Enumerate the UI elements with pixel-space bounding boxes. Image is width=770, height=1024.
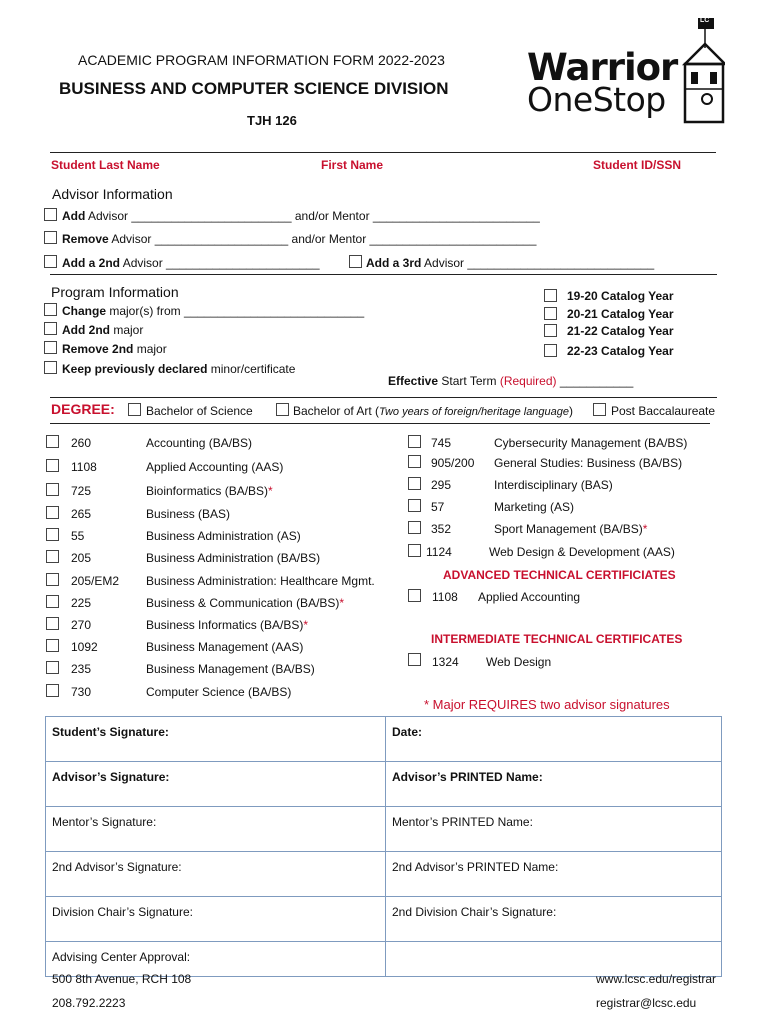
sig-row: [46, 807, 722, 852]
program-code: 55: [71, 529, 85, 543]
program-name-text: Computer Science (BA/BS): [146, 685, 292, 699]
2nd-advisor-signature-field[interactable]: 2nd Advisor’s Signature:: [46, 852, 386, 897]
student-signature-field[interactable]: Student’s Signature:: [46, 717, 386, 762]
right-program-checkbox[interactable]: [408, 455, 421, 468]
program-name: [494, 436, 687, 450]
add-2nd-advisor-option: Add a 2nd Advisor _______________________: [62, 256, 320, 270]
remove-advisor-option: Remove Advisor ____________________ and/or Mentor _________________________: [62, 232, 537, 246]
bachelor-science-label: Bachelor of Science: [146, 404, 253, 418]
left-program-checkbox[interactable]: [46, 459, 59, 472]
left-program-checkbox[interactable]: [46, 617, 59, 630]
program-code: 225: [71, 596, 92, 610]
catalog-20-21-label: 20-21 Catalog Year: [567, 307, 674, 321]
right-program-checkbox[interactable]: [408, 521, 421, 534]
advisor-signature-field[interactable]: Advisor’s Signature:: [46, 762, 386, 807]
right-program-checkbox[interactable]: [408, 544, 421, 557]
program-code: 270: [71, 618, 92, 632]
add-3rd-advisor-checkbox[interactable]: [349, 255, 362, 268]
left-program-checkbox[interactable]: [46, 639, 59, 652]
catalog-21-22-checkbox[interactable]: [544, 324, 557, 337]
left-program-checkbox[interactable]: [46, 684, 59, 697]
add-advisor-checkbox[interactable]: [44, 208, 57, 221]
bachelor-art-checkbox[interactable]: [276, 403, 289, 416]
2nd-division-chair-signature-field[interactable]: 2nd Division Chair’s Signature:: [386, 897, 722, 942]
footer-phone: 208.792.2223: [52, 996, 126, 1010]
program-name-text: General Studies: Business (BA/BS): [494, 456, 683, 470]
program-code: 1108: [71, 460, 97, 474]
footer-email[interactable]: registrar@lcsc.edu: [596, 996, 697, 1010]
student-last-name-label: Student Last Name: [51, 158, 160, 172]
right-program-checkbox[interactable]: [408, 435, 421, 448]
program-name: [146, 618, 308, 632]
bachelor-science-checkbox[interactable]: [128, 403, 141, 416]
program-name-text: Business Management (AAS): [146, 640, 304, 654]
footer-address: 500 8th Avenue, RCH 108: [52, 972, 192, 986]
program-name-text: Web Design & Development (AAS): [489, 545, 675, 559]
advisor-printed-name-field[interactable]: Advisor’s PRINTED Name:: [386, 762, 722, 807]
program-name-text: Business (BAS): [146, 507, 231, 521]
add-2nd-major-checkbox[interactable]: [44, 322, 57, 335]
left-program-checkbox[interactable]: [46, 661, 59, 674]
program-name-text: Cybersecurity Management (BA/BS): [494, 436, 688, 450]
program-code: 205: [71, 551, 92, 565]
program-code: 352: [431, 522, 452, 536]
program-name: [146, 685, 291, 699]
division-title: BUSINESS AND COMPUTER SCIENCE DIVISION: [59, 79, 449, 98]
program-name-text: Business Administration (BA/BS): [146, 551, 321, 565]
division-chair-signature-field[interactable]: Division Chair’s Signature:: [46, 897, 386, 942]
program-name: [146, 436, 252, 450]
section-divider: [50, 274, 717, 275]
program-name-text: Business Informatics (BA/BS): [146, 618, 304, 632]
left-program-checkbox[interactable]: [46, 573, 59, 586]
program-name-text: Business Management (BA/BS): [146, 662, 315, 676]
program-name-text: Business Administration (AS): [146, 529, 301, 543]
program-name-text: Sport Management (BA/BS): [494, 522, 643, 536]
program-code: 745: [431, 436, 452, 450]
advanced-cert-1108-checkbox[interactable]: [408, 589, 421, 602]
program-name: [494, 478, 613, 492]
catalog-19-20-label: 19-20 Catalog Year: [567, 289, 674, 303]
program-name: [494, 500, 574, 514]
program-name: [146, 484, 273, 498]
program-code: 295: [431, 478, 452, 492]
add-3rd-advisor-option: Add a 3rd Advisor ____________________________: [366, 256, 655, 270]
logo-line1: Warrior: [527, 46, 678, 89]
logo-line2: OneStop: [527, 80, 666, 119]
tower-icon: [655, 14, 725, 124]
left-program-checkbox[interactable]: [46, 595, 59, 608]
date-field[interactable]: Date:: [386, 717, 722, 762]
program-code: 260: [71, 436, 92, 450]
left-program-checkbox[interactable]: [46, 435, 59, 448]
bachelor-art-label: Bachelor of Art (Two years of foreign/heritage language): [293, 404, 574, 418]
footer-website[interactable]: www.lcsc.edu/registrar: [596, 972, 717, 986]
program-name: [146, 640, 303, 654]
left-program-checkbox[interactable]: [46, 483, 59, 496]
catalog-19-20-checkbox[interactable]: [544, 289, 557, 302]
add-advisor-option: Add Advisor ________________________ and/or Mentor _________________________: [62, 209, 540, 223]
mentor-signature-field[interactable]: Mentor’s Signature:: [46, 807, 386, 852]
required-star: *: [339, 596, 345, 610]
change-major-option: Change major(s) from ___________________________: [62, 304, 365, 318]
2nd-advisor-printed-name-field[interactable]: 2nd Advisor’s PRINTED Name:: [386, 852, 722, 897]
required-star: *: [303, 618, 309, 632]
signature-table: [45, 716, 722, 977]
program-code: 205/EM2: [71, 574, 120, 588]
remove-advisor-checkbox[interactable]: [44, 231, 57, 244]
program-name: [146, 662, 315, 676]
intermediate-cert-1324-checkbox[interactable]: [408, 653, 421, 666]
program-code: 265: [71, 507, 92, 521]
program-heading: Program Information: [51, 284, 179, 300]
degree-label: DEGREE:: [51, 401, 115, 417]
intermediate-cert-code: 1324: [432, 655, 459, 669]
major-note: * Major REQUIRES two advisor signatures: [424, 697, 670, 712]
left-program-checkbox[interactable]: [46, 528, 59, 541]
section-divider-2: [50, 397, 717, 398]
sig-row: [46, 852, 722, 897]
flag-text: LC: [700, 17, 710, 24]
sig-row: [46, 762, 722, 807]
program-name: [489, 545, 675, 559]
program-code: 57: [431, 500, 445, 514]
effective-term: Effective Start Term (Required) ___________: [388, 374, 634, 388]
post-bacc-checkbox[interactable]: [593, 403, 606, 416]
program-name: [146, 574, 375, 588]
program-code: 725: [71, 484, 92, 498]
program-name-text: Interdisciplinary (BAS): [494, 478, 613, 492]
catalog-20-21-checkbox[interactable]: [544, 307, 557, 320]
degree-divider: [50, 423, 710, 424]
program-name-text: Business & Communication (BA/BS): [146, 596, 340, 610]
program-code: 730: [71, 685, 92, 699]
first-name-label: First Name: [321, 158, 384, 172]
student-name-line: [50, 152, 716, 153]
add-2nd-advisor-checkbox[interactable]: [44, 255, 57, 268]
program-name: [146, 507, 230, 521]
change-major-checkbox[interactable]: [44, 303, 57, 316]
left-program-checkbox[interactable]: [46, 506, 59, 519]
remove-2nd-major-checkbox[interactable]: [44, 341, 57, 354]
program-name-text: Accounting (BA/BS): [146, 436, 253, 450]
program-code: 1092: [71, 640, 98, 654]
intermediate-certs-heading: INTERMEDIATE TECHNICAL CERTIFICATES: [431, 632, 683, 646]
remove-2nd-major-option: Remove 2nd major: [62, 342, 167, 356]
advising-center-approval-field[interactable]: Advising Center Approval:: [46, 942, 386, 977]
mentor-printed-name-field[interactable]: Mentor’s PRINTED Name:: [386, 807, 722, 852]
left-program-checkbox[interactable]: [46, 550, 59, 563]
keep-declared-option: Keep previously declared minor/certificate: [62, 362, 296, 376]
program-name: [146, 529, 301, 543]
required-star: *: [268, 484, 273, 498]
post-bacc-label: Post Baccalaureate: [611, 404, 716, 418]
advisor-heading: Advisor Information: [52, 186, 173, 202]
program-name: [146, 551, 320, 565]
advanced-cert-code: 1108: [432, 590, 458, 604]
program-code: 235: [71, 662, 92, 676]
program-name-text: Applied Accounting (AAS): [146, 460, 284, 474]
room-number: TJH 126: [247, 113, 297, 128]
program-name: [146, 460, 283, 474]
right-program-checkbox[interactable]: [408, 499, 421, 512]
right-program-checkbox[interactable]: [408, 477, 421, 490]
advanced-cert-name: Applied Accounting: [478, 590, 581, 604]
required-star: *: [642, 522, 648, 536]
program-name: [146, 596, 344, 610]
advanced-certs-heading: ADVANCED TECHNICAL CERTIFICIATES: [443, 568, 676, 582]
program-code: 905/200: [431, 456, 475, 470]
sig-row: [46, 897, 722, 942]
form-title: ACADEMIC PROGRAM INFORMATION FORM 2022-2023: [78, 52, 445, 68]
program-name: [494, 456, 682, 470]
catalog-21-22-label: 21-22 Catalog Year: [567, 324, 674, 338]
intermediate-cert-name: Web Design: [486, 655, 552, 669]
program-name-text: Marketing (AS): [494, 500, 575, 514]
add-2nd-major-option: Add 2nd major: [62, 323, 144, 337]
program-name-text: Business Administration: Healthcare Mgmt.: [146, 574, 375, 588]
sig-row: [46, 717, 722, 762]
student-id-label: Student ID/SSN: [593, 158, 682, 172]
catalog-22-23-checkbox[interactable]: [544, 344, 557, 357]
catalog-22-23-label: 22-23 Catalog Year: [567, 344, 674, 358]
keep-declared-checkbox[interactable]: [44, 361, 57, 374]
program-code: 1124: [426, 545, 452, 559]
program-name-text: Bioinformatics (BA/BS): [146, 484, 269, 498]
program-name: [494, 522, 647, 536]
